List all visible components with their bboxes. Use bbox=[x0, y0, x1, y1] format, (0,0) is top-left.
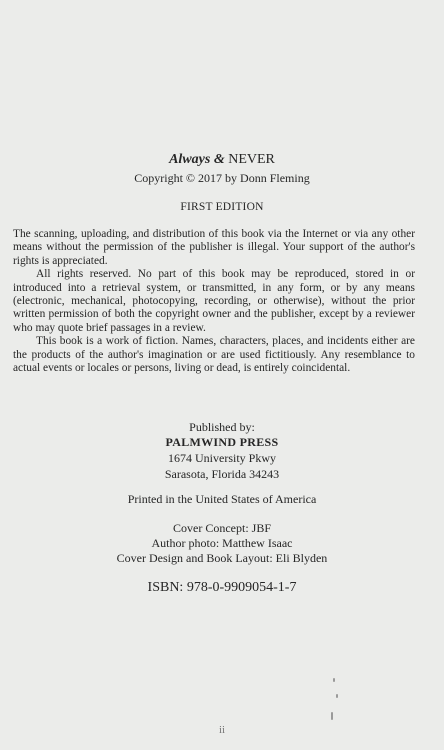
isbn-line: ISBN: 978-0-9909054-1-7 bbox=[147, 580, 297, 595]
publisher-name: PALMWIND PRESS bbox=[165, 435, 279, 449]
paper-speck-1 bbox=[333, 678, 335, 682]
published-by-label: Published by: bbox=[189, 420, 255, 434]
copyright-line: Copyright © 2017 by Donn Fleming bbox=[134, 171, 310, 185]
paragraph-fiction: This book is a work of fiction. Names, characters, places, and incidents either are the products of the author's imagination or are used fictitiously. Any resemblance to actual events or locales or persons, living or dead, is entirely coincidental. bbox=[13, 335, 415, 375]
book-title-rest: NEVER bbox=[224, 152, 275, 167]
publisher-address-line2: Sarasota, Florida 34243 bbox=[164, 467, 280, 481]
paragraph-distribution: The scanning, uploading, and distribution of this book via the Internet or via any other means without the permission of the publisher is illegal. Your support of the author's rights is appreciated. bbox=[13, 228, 415, 267]
credit-cover-concept: Cover Concept: JBF bbox=[173, 521, 271, 535]
edition-label: FIRST EDITION bbox=[180, 201, 264, 213]
paragraph-rights: All rights reserved. No part of this book may be reproduced, stored in or introduced into a retrieval system, or transmitted, in any form, or by any means (electronic, mechanical, photocopying, recording, or otherwise), without the prior written permission of both the copyright owner and the publisher, except by a reviewer who may quote brief passages in a review. bbox=[13, 268, 415, 334]
paper-speck-3 bbox=[331, 712, 333, 720]
legal-text bbox=[13, 228, 415, 375]
printed-in-line: Printed in the United States of America bbox=[127, 492, 317, 506]
book-title bbox=[0, 152, 444, 168]
page-number: ii bbox=[218, 724, 226, 736]
credit-cover-design: Cover Design and Book Layout: Eli Blyden bbox=[116, 551, 328, 565]
publisher-address-line1: 1674 University Pkwy bbox=[168, 451, 276, 465]
credit-author-photo: Author photo: Matthew Isaac bbox=[151, 536, 293, 550]
paper-speck-2 bbox=[336, 694, 338, 698]
book-title-italic: Always & bbox=[169, 152, 225, 167]
